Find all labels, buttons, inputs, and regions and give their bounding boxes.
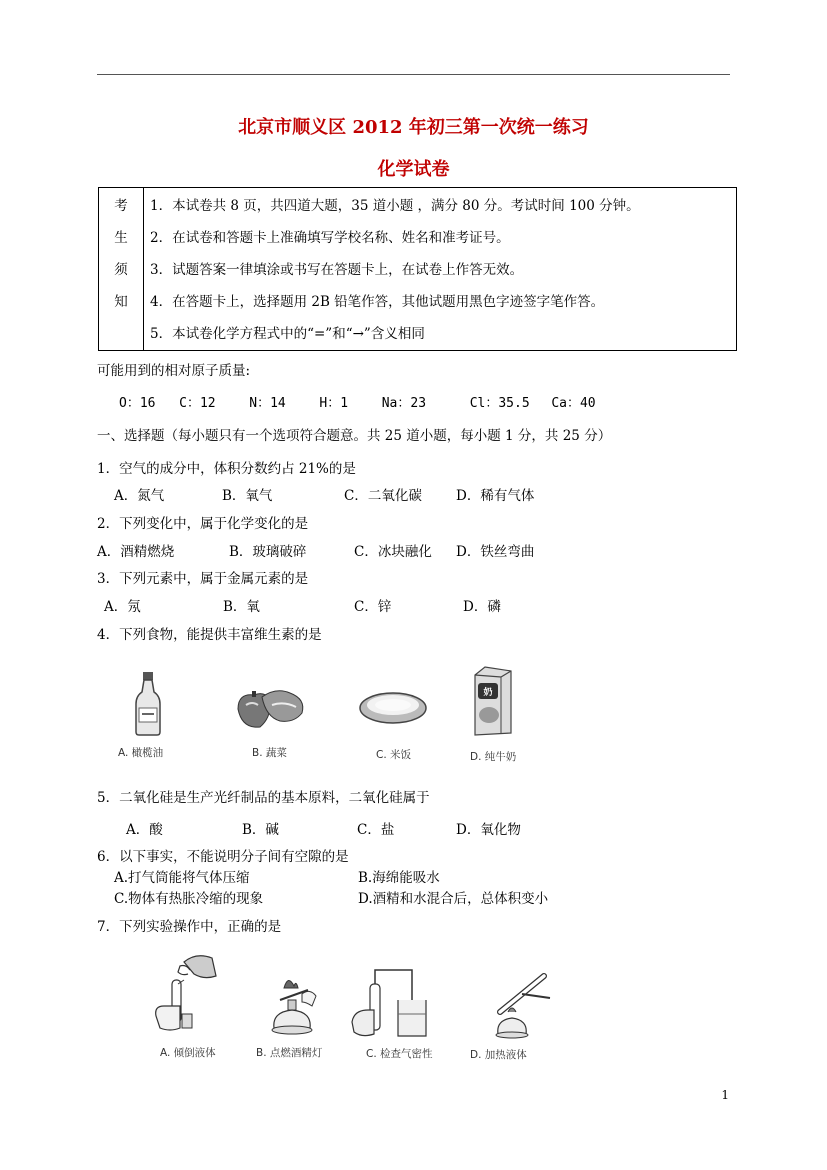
option-a: A.打气筒能将气体压缩 — [114, 870, 250, 886]
option-c: C．锌 — [354, 599, 392, 615]
vegetables-icon — [232, 683, 308, 729]
option-c: C．盐 — [357, 822, 395, 838]
option-c: C.物体有热胀冷缩的现象 — [114, 891, 264, 907]
option-a: A．酸 — [126, 822, 163, 838]
header-rule — [97, 74, 730, 75]
option-b: B．氧 — [223, 599, 260, 615]
option-a: A．酒精燃烧 — [97, 544, 175, 560]
page-title: 北京市顺义区 2012 年初三第一次统一练习 — [238, 117, 589, 138]
figure-caption: C. 检查气密性 — [366, 1048, 433, 1060]
question-stem: 4．下列食物，能提供丰富维生素的是 — [97, 627, 322, 643]
option-d: D.酒精和水混合后，总体积变小 — [358, 891, 549, 907]
option-b: B.海绵能吸水 — [358, 870, 440, 886]
option-b: B．玻璃破碎 — [229, 544, 307, 560]
option-d: D．磷 — [463, 599, 501, 615]
notice-line: 1．本试卷共 8 页，共四道大题，35 道小题 ，满分 80 分。考试时间 100 分钟。 — [150, 198, 640, 214]
atomic-mass: N：14 — [249, 396, 286, 411]
question-stem: 5．二氧化硅是生产光纤制品的基本原料，二氧化硅属于 — [97, 790, 430, 806]
heating-liquid-icon — [488, 968, 560, 1040]
atomic-mass-row — [119, 392, 596, 411]
atomic-mass-intro: 可能用到的相对原子质量: — [97, 363, 251, 379]
notice-side-char: 生 — [114, 230, 128, 246]
figure-caption: C. 米饭 — [376, 749, 412, 761]
atomic-mass: Cl：35.5 — [469, 396, 530, 411]
question-stem: 3．下列元素中，属于金属元素的是 — [97, 571, 309, 587]
option-d: D．氧化物 — [456, 822, 521, 838]
atomic-mass: Ca：40 — [551, 396, 596, 411]
rice-bowl-icon — [358, 688, 428, 728]
page-subtitle: 化学试卷 — [377, 159, 450, 180]
notice-side-char: 知 — [114, 294, 128, 310]
notice-line: 2．在试卷和答题卡上准确填写学校名称、姓名和准考证号。 — [150, 230, 510, 246]
notice-line: 3．试题答案一律填涂或书写在答题卡上，在试卷上作答无效。 — [150, 262, 524, 278]
atomic-mass: Na：23 — [381, 396, 427, 411]
section-heading: 一、选择题（每小题只有一个选项符合题意。共 25 道小题，每小题 1 分，共 25 分） — [97, 428, 612, 444]
atomic-mass: C：12 — [179, 396, 216, 411]
question-stem: 6．以下事实，不能说明分子间有空隙的是 — [97, 849, 349, 865]
option-b: B．氧气 — [222, 488, 273, 504]
option-d: D．稀有气体 — [456, 488, 535, 504]
figure-caption: A. 倾倒液体 — [160, 1047, 216, 1059]
svg-text:奶: 奶 — [483, 688, 493, 698]
figure-caption: A. 橄榄油 — [118, 747, 164, 759]
notice-line: 5．本试卷化学方程式中的“=”和“→”含义相同 — [150, 326, 425, 342]
notice-table — [98, 187, 737, 351]
option-a: A．氖 — [104, 599, 141, 615]
page-number: 1 — [721, 1088, 729, 1102]
option-a: A．氮气 — [114, 488, 165, 504]
question-stem: 1．空气的成分中，体积分数约占 21%的是 — [97, 461, 356, 477]
option-c: C．二氧化碳 — [344, 488, 422, 504]
option-d: D．铁丝弯曲 — [456, 544, 535, 560]
notice-side-label — [99, 188, 144, 351]
notice-side-char: 考 — [114, 198, 128, 214]
notice-line: 4．在答题卡上，选择题用 2B 铅笔作答，其他试题用黑色字迹签字笔作答。 — [150, 294, 605, 310]
figure-caption: B. 蔬菜 — [252, 747, 287, 759]
olive-oil-bottle-icon — [128, 670, 168, 736]
figure-caption: D. 加热液体 — [470, 1049, 527, 1061]
atomic-mass: O：16 — [119, 396, 156, 411]
lighting-alcohol-lamp-icon — [266, 972, 322, 1038]
notice-side-char: 须 — [114, 262, 128, 278]
notice-content — [144, 188, 737, 351]
option-c: C．冰块融化 — [354, 544, 432, 560]
option-b: B．碱 — [242, 822, 279, 838]
atomic-mass: H：1 — [319, 396, 349, 411]
airtightness-check-icon — [350, 958, 430, 1042]
figure-caption: D. 纯牛奶 — [470, 751, 517, 763]
milk-carton-icon — [467, 665, 513, 737]
question-stem: 2．下列变化中，属于化学变化的是 — [97, 516, 309, 532]
pouring-liquid-icon — [150, 950, 222, 1040]
question-stem: 7．下列实验操作中，正确的是 — [97, 919, 282, 935]
figure-caption: B. 点燃酒精灯 — [256, 1047, 323, 1059]
